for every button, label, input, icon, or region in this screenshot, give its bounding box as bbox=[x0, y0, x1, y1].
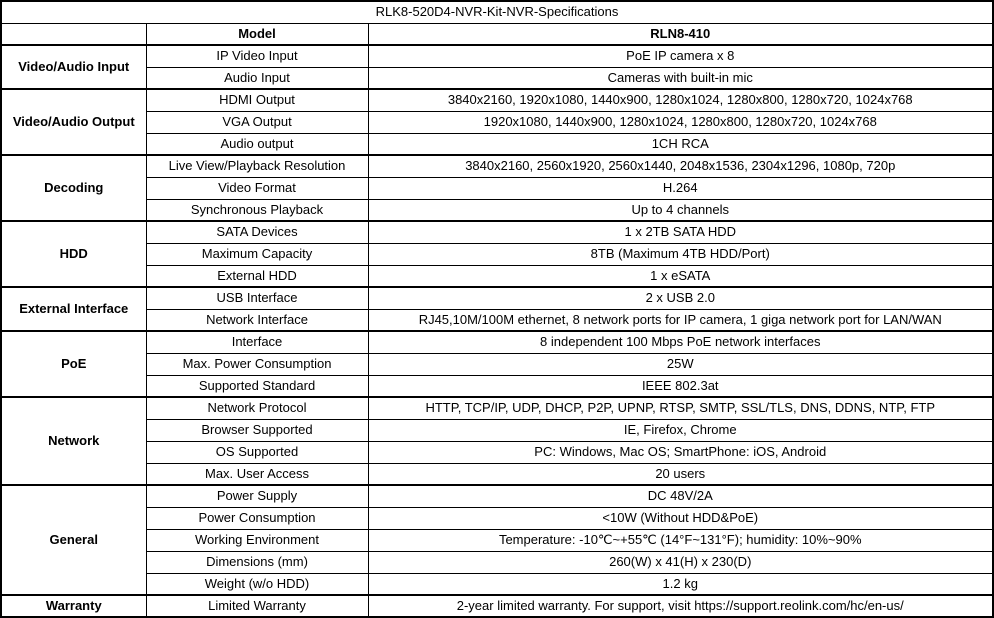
table-row bbox=[1, 551, 993, 573]
spec-value-cell: RJ45,10M/100M ethernet, 8 network ports for IP camera, 1 giga network port for LAN/WAN bbox=[368, 309, 993, 331]
spec-label-cell: HDMI Output bbox=[146, 89, 368, 111]
spec-value-cell: 2 x USB 2.0 bbox=[368, 287, 993, 309]
spec-label-cell: Weight (w/o HDD) bbox=[146, 573, 368, 595]
category-cell: HDD bbox=[1, 221, 146, 287]
table-row bbox=[1, 265, 993, 287]
table-row bbox=[1, 287, 993, 309]
table-row bbox=[1, 463, 993, 485]
spec-value-cell: 8TB (Maximum 4TB HDD/Port) bbox=[368, 243, 993, 265]
spec-value-cell: IEEE 802.3at bbox=[368, 375, 993, 397]
spec-value-cell: 260(W) x 41(H) x 230(D) bbox=[368, 551, 993, 573]
category-cell: Network bbox=[1, 397, 146, 485]
spec-label-cell: Max. User Access bbox=[146, 463, 368, 485]
table-row bbox=[1, 89, 993, 111]
category-cell: External Interface bbox=[1, 287, 146, 331]
spec-label-cell: Supported Standard bbox=[146, 375, 368, 397]
category-cell: General bbox=[1, 485, 146, 595]
category-cell: Video/Audio Input bbox=[1, 45, 146, 89]
spec-label-cell: Maximum Capacity bbox=[146, 243, 368, 265]
table-row bbox=[1, 529, 993, 551]
spec-value-cell: 1920x1080, 1440x900, 1280x1024, 1280x800, 1280x720, 1024x768 bbox=[368, 111, 993, 133]
spec-value-cell: 2-year limited warranty. For support, visit https://support.reolink.com/hc/en-us/ bbox=[368, 595, 993, 617]
header-row bbox=[1, 23, 993, 45]
category-cell: PoE bbox=[1, 331, 146, 397]
spec-value-cell: 3840x2160, 2560x1920, 2560x1440, 2048x1536, 2304x1296, 1080p, 720p bbox=[368, 155, 993, 177]
spec-value-cell: 1.2 kg bbox=[368, 573, 993, 595]
table-row bbox=[1, 177, 993, 199]
spec-value-cell: IE, Firefox, Chrome bbox=[368, 419, 993, 441]
spec-label-cell: Browser Supported bbox=[146, 419, 368, 441]
spec-label-cell: Dimensions (mm) bbox=[146, 551, 368, 573]
spec-label-cell: SATA Devices bbox=[146, 221, 368, 243]
column-header-model: Model bbox=[146, 23, 368, 45]
spec-label-cell: USB Interface bbox=[146, 287, 368, 309]
table-row bbox=[1, 507, 993, 529]
spec-label-cell: Power Consumption bbox=[146, 507, 368, 529]
table-row bbox=[1, 441, 993, 463]
table-row bbox=[1, 243, 993, 265]
table-row bbox=[1, 199, 993, 221]
corner-cell bbox=[1, 23, 146, 45]
category-cell: Decoding bbox=[1, 155, 146, 221]
table-row bbox=[1, 45, 993, 67]
spec-value-cell: <10W (Without HDD&PoE) bbox=[368, 507, 993, 529]
table-title: RLK8-520D4-NVR-Kit-NVR-Specifications bbox=[1, 1, 993, 23]
spec-label-cell: VGA Output bbox=[146, 111, 368, 133]
spec-value-cell: 20 users bbox=[368, 463, 993, 485]
spec-label-cell: Max. Power Consumption bbox=[146, 353, 368, 375]
title-row bbox=[1, 1, 993, 23]
spec-label-cell: Power Supply bbox=[146, 485, 368, 507]
spec-value-cell: Temperature: -10℃~+55℃ (14°F~131°F); humidity: 10%~90% bbox=[368, 529, 993, 551]
spec-value-cell: PoE IP camera x 8 bbox=[368, 45, 993, 67]
spec-label-cell: External HDD bbox=[146, 265, 368, 287]
spec-value-cell: PC: Windows, Mac OS; SmartPhone: iOS, Android bbox=[368, 441, 993, 463]
spec-value-cell: Cameras with built-in mic bbox=[368, 67, 993, 89]
spec-value-cell: 1 x 2TB SATA HDD bbox=[368, 221, 993, 243]
table-row bbox=[1, 309, 993, 331]
table-row bbox=[1, 485, 993, 507]
spec-value-cell: 1CH RCA bbox=[368, 133, 993, 155]
spec-value-cell: HTTP, TCP/IP, UDP, DHCP, P2P, UPNP, RTSP, SMTP, SSL/TLS, DNS, DDNS, NTP, FTP bbox=[368, 397, 993, 419]
table-row bbox=[1, 397, 993, 419]
spec-value-cell: Up to 4 channels bbox=[368, 199, 993, 221]
spec-value-cell: 8 independent 100 Mbps PoE network interfaces bbox=[368, 331, 993, 353]
table-row bbox=[1, 573, 993, 595]
spec-value-cell: 25W bbox=[368, 353, 993, 375]
spec-value-cell: 1 x eSATA bbox=[368, 265, 993, 287]
spec-value-cell: 3840x2160, 1920x1080, 1440x900, 1280x1024, 1280x800, 1280x720, 1024x768 bbox=[368, 89, 993, 111]
table-row bbox=[1, 419, 993, 441]
spec-label-cell: Video Format bbox=[146, 177, 368, 199]
category-cell: Video/Audio Output bbox=[1, 89, 146, 155]
table-row bbox=[1, 111, 993, 133]
spec-label-cell: Audio Input bbox=[146, 67, 368, 89]
table-row bbox=[1, 331, 993, 353]
spec-label-cell: Live View/Playback Resolution bbox=[146, 155, 368, 177]
category-cell: Warranty bbox=[1, 595, 146, 617]
table-row bbox=[1, 221, 993, 243]
table-row bbox=[1, 353, 993, 375]
spec-label-cell: Synchronous Playback bbox=[146, 199, 368, 221]
spec-label-cell: IP Video Input bbox=[146, 45, 368, 67]
table-row bbox=[1, 67, 993, 89]
spec-label-cell: Network Interface bbox=[146, 309, 368, 331]
spec-label-cell: Working Environment bbox=[146, 529, 368, 551]
spec-value-cell: DC 48V/2A bbox=[368, 485, 993, 507]
spec-label-cell: Limited Warranty bbox=[146, 595, 368, 617]
table-row bbox=[1, 133, 993, 155]
spec-label-cell: Interface bbox=[146, 331, 368, 353]
table-row bbox=[1, 155, 993, 177]
column-header-product: RLN8-410 bbox=[368, 23, 993, 45]
spec-label-cell: Network Protocol bbox=[146, 397, 368, 419]
table-row bbox=[1, 375, 993, 397]
spec-label-cell: Audio output bbox=[146, 133, 368, 155]
table-row bbox=[1, 595, 993, 617]
spec-value-cell: H.264 bbox=[368, 177, 993, 199]
spec-label-cell: OS Supported bbox=[146, 441, 368, 463]
